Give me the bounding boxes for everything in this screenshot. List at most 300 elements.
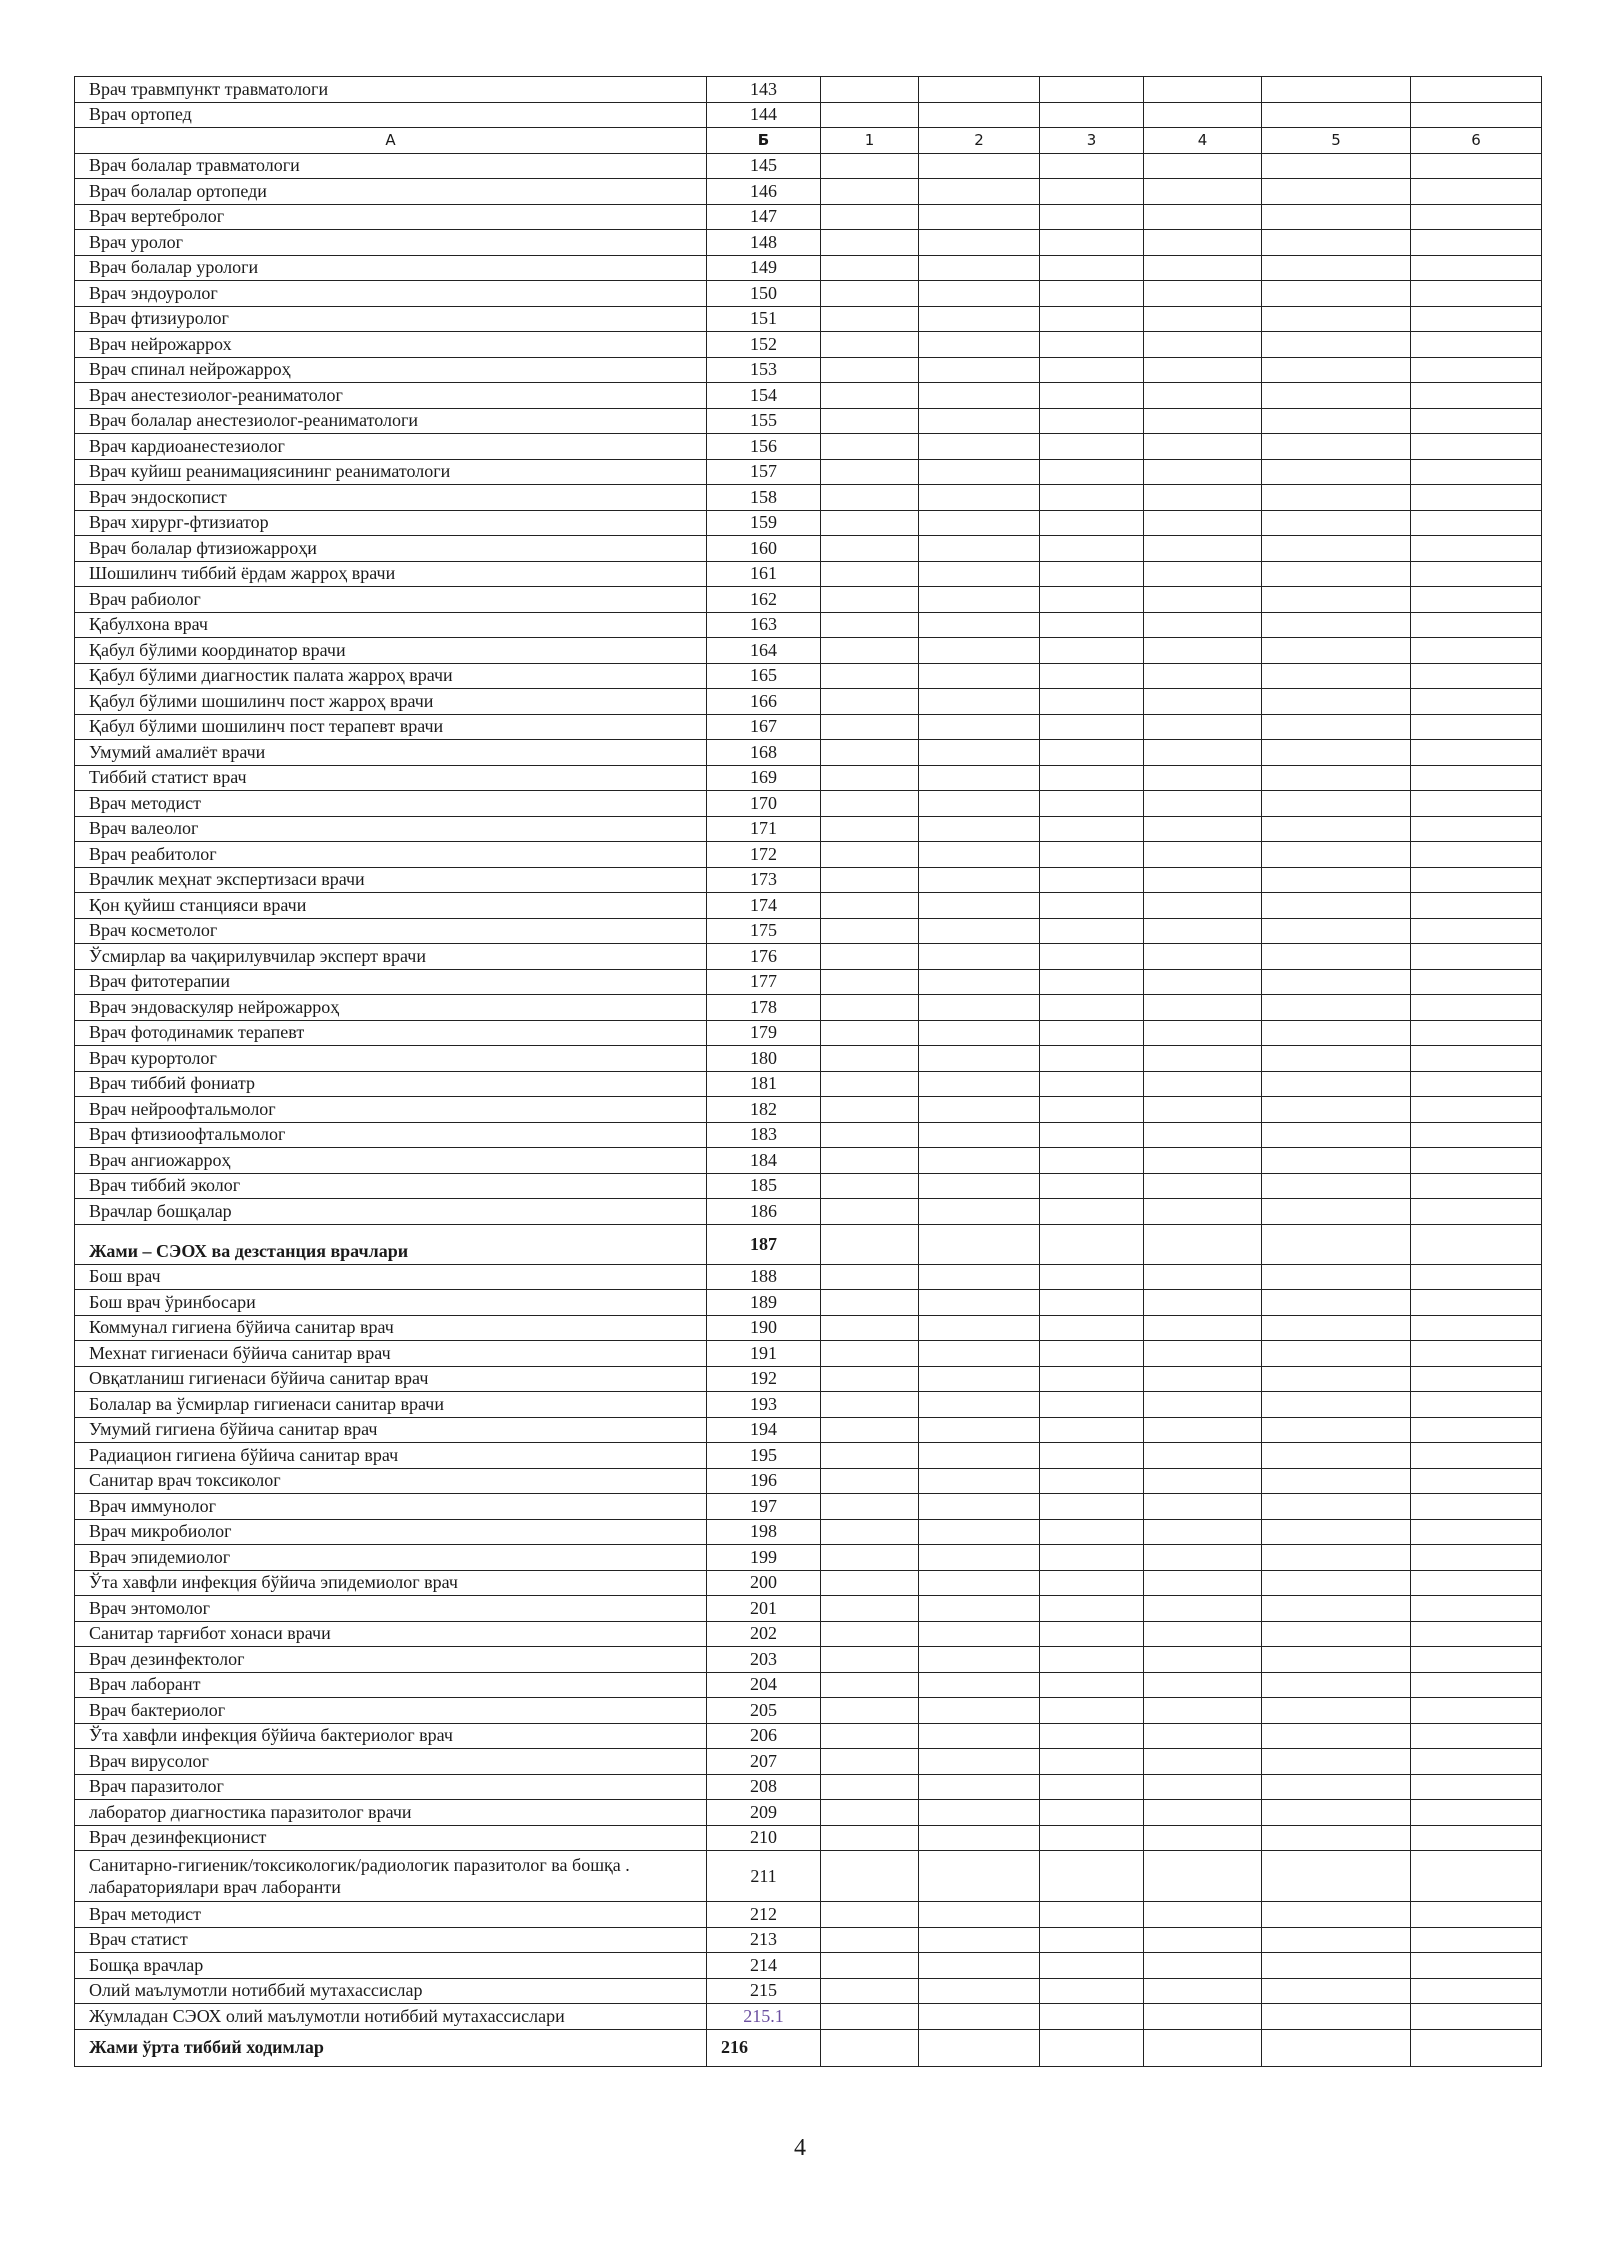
value-cell[interactable] [821, 995, 919, 1021]
value-cell[interactable] [1262, 1953, 1411, 1979]
value-cell[interactable] [1144, 1749, 1262, 1775]
value-cell[interactable] [1262, 332, 1411, 358]
value-cell[interactable] [919, 969, 1040, 995]
value-cell[interactable] [1411, 1341, 1542, 1367]
value-cell[interactable] [919, 638, 1040, 664]
value-cell[interactable] [919, 1545, 1040, 1571]
value-cell[interactable] [919, 1020, 1040, 1046]
value-cell[interactable] [1262, 179, 1411, 205]
value-cell[interactable] [1144, 383, 1262, 409]
value-cell[interactable] [821, 1392, 919, 1418]
value-cell[interactable] [1040, 1978, 1144, 2004]
value-cell[interactable] [1144, 918, 1262, 944]
value-cell[interactable] [1144, 1698, 1262, 1724]
value-cell[interactable] [919, 791, 1040, 817]
value-cell[interactable] [919, 561, 1040, 587]
value-cell[interactable] [821, 408, 919, 434]
value-cell[interactable] [1411, 230, 1542, 256]
value-cell[interactable] [821, 102, 919, 128]
value-cell[interactable] [1411, 1264, 1542, 1290]
value-cell[interactable] [919, 1173, 1040, 1199]
value-cell[interactable] [821, 1927, 919, 1953]
value-cell[interactable] [1411, 1020, 1542, 1046]
value-cell[interactable] [1144, 153, 1262, 179]
value-cell[interactable] [821, 1570, 919, 1596]
value-cell[interactable] [821, 1046, 919, 1072]
value-cell[interactable] [821, 230, 919, 256]
value-cell[interactable] [1411, 689, 1542, 715]
value-cell[interactable] [1144, 408, 1262, 434]
value-cell[interactable] [1144, 102, 1262, 128]
value-cell[interactable] [1144, 1494, 1262, 1520]
value-cell[interactable] [1411, 1392, 1542, 1418]
value-cell[interactable] [1040, 740, 1144, 766]
value-cell[interactable] [919, 1698, 1040, 1724]
value-cell[interactable] [821, 561, 919, 587]
value-cell[interactable] [1262, 1020, 1411, 1046]
value-cell[interactable] [1040, 1596, 1144, 1622]
value-cell[interactable] [821, 306, 919, 332]
value-cell[interactable] [919, 816, 1040, 842]
value-cell[interactable] [1040, 1519, 1144, 1545]
value-cell[interactable] [1262, 1570, 1411, 1596]
value-cell[interactable] [1411, 638, 1542, 664]
value-cell[interactable] [1144, 179, 1262, 205]
value-cell[interactable] [919, 1494, 1040, 1520]
value-cell[interactable] [1411, 740, 1542, 766]
value-cell[interactable] [1144, 714, 1262, 740]
value-cell[interactable] [1144, 1953, 1262, 1979]
value-cell[interactable] [1411, 1851, 1542, 1902]
value-cell[interactable] [1144, 1122, 1262, 1148]
value-cell[interactable] [1262, 1672, 1411, 1698]
value-cell[interactable] [821, 1851, 919, 1902]
value-cell[interactable] [919, 408, 1040, 434]
value-cell[interactable] [1040, 638, 1144, 664]
value-cell[interactable] [1040, 1417, 1144, 1443]
value-cell[interactable] [1144, 1148, 1262, 1174]
value-cell[interactable] [1262, 383, 1411, 409]
value-cell[interactable] [1262, 1800, 1411, 1826]
value-cell[interactable] [1262, 1046, 1411, 1072]
value-cell[interactable] [1411, 1468, 1542, 1494]
value-cell[interactable] [1411, 1621, 1542, 1647]
value-cell[interactable] [1411, 765, 1542, 791]
value-cell[interactable] [1262, 995, 1411, 1021]
value-cell[interactable] [1411, 459, 1542, 485]
value-cell[interactable] [1144, 1800, 1262, 1826]
value-cell[interactable] [1040, 1672, 1144, 1698]
value-cell[interactable] [1144, 995, 1262, 1021]
value-cell[interactable] [1040, 867, 1144, 893]
value-cell[interactable] [1262, 485, 1411, 511]
value-cell[interactable] [1262, 510, 1411, 536]
value-cell[interactable] [1262, 1927, 1411, 1953]
value-cell[interactable] [1144, 1199, 1262, 1225]
value-cell[interactable] [821, 587, 919, 613]
value-cell[interactable] [1411, 969, 1542, 995]
value-cell[interactable] [1411, 1519, 1542, 1545]
value-cell[interactable] [821, 1020, 919, 1046]
value-cell[interactable] [1262, 408, 1411, 434]
value-cell[interactable] [1144, 1443, 1262, 1469]
value-cell[interactable] [1144, 1723, 1262, 1749]
value-cell[interactable] [1040, 1902, 1144, 1928]
value-cell[interactable] [1144, 1264, 1262, 1290]
value-cell[interactable] [1411, 255, 1542, 281]
value-cell[interactable] [1144, 944, 1262, 970]
value-cell[interactable] [821, 332, 919, 358]
value-cell[interactable] [821, 255, 919, 281]
value-cell[interactable] [919, 459, 1040, 485]
value-cell[interactable] [1144, 536, 1262, 562]
value-cell[interactable] [919, 357, 1040, 383]
value-cell[interactable] [1144, 765, 1262, 791]
value-cell[interactable] [1144, 1366, 1262, 1392]
value-cell[interactable] [1262, 1723, 1411, 1749]
value-cell[interactable] [1144, 1978, 1262, 2004]
value-cell[interactable] [1040, 1224, 1144, 1264]
value-cell[interactable] [1411, 663, 1542, 689]
value-cell[interactable] [1411, 1978, 1542, 2004]
value-cell[interactable] [1411, 1596, 1542, 1622]
value-cell[interactable] [1040, 1647, 1144, 1673]
value-cell[interactable] [1144, 1097, 1262, 1123]
value-cell[interactable] [1144, 204, 1262, 230]
value-cell[interactable] [1144, 587, 1262, 613]
value-cell[interactable] [1144, 1927, 1262, 1953]
value-cell[interactable] [919, 434, 1040, 460]
value-cell[interactable] [919, 1851, 1040, 1902]
value-cell[interactable] [1040, 1494, 1144, 1520]
value-cell[interactable] [1411, 1927, 1542, 1953]
value-cell[interactable] [821, 1647, 919, 1673]
value-cell[interactable] [1411, 1749, 1542, 1775]
value-cell[interactable] [1144, 689, 1262, 715]
value-cell[interactable] [1040, 791, 1144, 817]
value-cell[interactable] [821, 204, 919, 230]
value-cell[interactable] [1040, 332, 1144, 358]
value-cell[interactable] [1262, 714, 1411, 740]
value-cell[interactable] [919, 1749, 1040, 1775]
value-cell[interactable] [1411, 2029, 1542, 2066]
value-cell[interactable] [821, 663, 919, 689]
value-cell[interactable] [821, 383, 919, 409]
value-cell[interactable] [1040, 179, 1144, 205]
value-cell[interactable] [1262, 204, 1411, 230]
value-cell[interactable] [1262, 2004, 1411, 2030]
value-cell[interactable] [1040, 1122, 1144, 1148]
value-cell[interactable] [919, 230, 1040, 256]
value-cell[interactable] [821, 689, 919, 715]
value-cell[interactable] [1144, 1315, 1262, 1341]
value-cell[interactable] [919, 1290, 1040, 1316]
value-cell[interactable] [919, 714, 1040, 740]
value-cell[interactable] [1040, 918, 1144, 944]
value-cell[interactable] [1262, 561, 1411, 587]
value-cell[interactable] [919, 1672, 1040, 1698]
value-cell[interactable] [1411, 816, 1542, 842]
value-cell[interactable] [1144, 459, 1262, 485]
value-cell[interactable] [821, 1097, 919, 1123]
value-cell[interactable] [1411, 1046, 1542, 1072]
value-cell[interactable] [1144, 969, 1262, 995]
value-cell[interactable] [919, 204, 1040, 230]
value-cell[interactable] [1411, 1698, 1542, 1724]
value-cell[interactable] [1144, 1902, 1262, 1928]
value-cell[interactable] [821, 1800, 919, 1826]
value-cell[interactable] [1040, 255, 1144, 281]
value-cell[interactable] [1040, 944, 1144, 970]
value-cell[interactable] [821, 434, 919, 460]
value-cell[interactable] [821, 1264, 919, 1290]
value-cell[interactable] [1040, 1071, 1144, 1097]
value-cell[interactable] [821, 153, 919, 179]
value-cell[interactable] [1144, 2029, 1262, 2066]
value-cell[interactable] [1040, 893, 1144, 919]
value-cell[interactable] [1262, 102, 1411, 128]
value-cell[interactable] [1040, 816, 1144, 842]
value-cell[interactable] [821, 1122, 919, 1148]
value-cell[interactable] [1040, 1315, 1144, 1341]
value-cell[interactable] [1040, 230, 1144, 256]
value-cell[interactable] [1262, 1596, 1411, 1622]
value-cell[interactable] [1144, 867, 1262, 893]
value-cell[interactable] [919, 1443, 1040, 1469]
value-cell[interactable] [1040, 204, 1144, 230]
value-cell[interactable] [821, 1366, 919, 1392]
value-cell[interactable] [1040, 306, 1144, 332]
value-cell[interactable] [1144, 1672, 1262, 1698]
value-cell[interactable] [1040, 357, 1144, 383]
value-cell[interactable] [1144, 230, 1262, 256]
value-cell[interactable] [1262, 765, 1411, 791]
value-cell[interactable] [1411, 153, 1542, 179]
value-cell[interactable] [1144, 306, 1262, 332]
value-cell[interactable] [1262, 1417, 1411, 1443]
value-cell[interactable] [1262, 612, 1411, 638]
value-cell[interactable] [1411, 332, 1542, 358]
value-cell[interactable] [821, 536, 919, 562]
value-cell[interactable] [1262, 1494, 1411, 1520]
value-cell[interactable] [919, 255, 1040, 281]
value-cell[interactable] [1144, 1224, 1262, 1264]
value-cell[interactable] [1040, 1927, 1144, 1953]
value-cell[interactable] [1144, 842, 1262, 868]
value-cell[interactable] [821, 638, 919, 664]
value-cell[interactable] [821, 1953, 919, 1979]
value-cell[interactable] [919, 612, 1040, 638]
value-cell[interactable] [1262, 357, 1411, 383]
value-cell[interactable] [1262, 1647, 1411, 1673]
value-cell[interactable] [1411, 485, 1542, 511]
value-cell[interactable] [821, 77, 919, 103]
value-cell[interactable] [919, 1774, 1040, 1800]
value-cell[interactable] [919, 153, 1040, 179]
value-cell[interactable] [919, 1596, 1040, 1622]
value-cell[interactable] [1262, 1264, 1411, 1290]
value-cell[interactable] [1040, 536, 1144, 562]
value-cell[interactable] [1262, 1173, 1411, 1199]
value-cell[interactable] [1411, 383, 1542, 409]
value-cell[interactable] [1262, 1315, 1411, 1341]
value-cell[interactable] [1040, 1173, 1144, 1199]
value-cell[interactable] [821, 1224, 919, 1264]
value-cell[interactable] [1040, 1774, 1144, 1800]
value-cell[interactable] [919, 1366, 1040, 1392]
value-cell[interactable] [1262, 918, 1411, 944]
value-cell[interactable] [1262, 1122, 1411, 1148]
value-cell[interactable] [821, 791, 919, 817]
value-cell[interactable] [1144, 510, 1262, 536]
value-cell[interactable] [1411, 1723, 1542, 1749]
value-cell[interactable] [1040, 1290, 1144, 1316]
value-cell[interactable] [1144, 1417, 1262, 1443]
value-cell[interactable] [1144, 1173, 1262, 1199]
value-cell[interactable] [1040, 714, 1144, 740]
value-cell[interactable] [1144, 1392, 1262, 1418]
value-cell[interactable] [1411, 1366, 1542, 1392]
value-cell[interactable] [1411, 1290, 1542, 1316]
value-cell[interactable] [1262, 306, 1411, 332]
value-cell[interactable] [1411, 102, 1542, 128]
value-cell[interactable] [1144, 612, 1262, 638]
value-cell[interactable] [821, 1148, 919, 1174]
value-cell[interactable] [821, 842, 919, 868]
value-cell[interactable] [1262, 1851, 1411, 1902]
value-cell[interactable] [1262, 1341, 1411, 1367]
value-cell[interactable] [1040, 587, 1144, 613]
value-cell[interactable] [1144, 434, 1262, 460]
value-cell[interactable] [1040, 459, 1144, 485]
value-cell[interactable] [1411, 1097, 1542, 1123]
value-cell[interactable] [1262, 1148, 1411, 1174]
value-cell[interactable] [1040, 1392, 1144, 1418]
value-cell[interactable] [1411, 2004, 1542, 2030]
value-cell[interactable] [1262, 2029, 1411, 2066]
value-cell[interactable] [1040, 1468, 1144, 1494]
value-cell[interactable] [919, 1825, 1040, 1851]
value-cell[interactable] [1411, 204, 1542, 230]
value-cell[interactable] [1262, 740, 1411, 766]
value-cell[interactable] [1040, 77, 1144, 103]
value-cell[interactable] [821, 2029, 919, 2066]
value-cell[interactable] [919, 2029, 1040, 2066]
value-cell[interactable] [919, 2004, 1040, 2030]
value-cell[interactable] [1411, 1800, 1542, 1826]
value-cell[interactable] [1411, 1672, 1542, 1698]
value-cell[interactable] [1144, 281, 1262, 307]
value-cell[interactable] [1262, 153, 1411, 179]
value-cell[interactable] [1411, 893, 1542, 919]
value-cell[interactable] [1262, 1825, 1411, 1851]
value-cell[interactable] [919, 740, 1040, 766]
value-cell[interactable] [1262, 1902, 1411, 1928]
value-cell[interactable] [919, 1902, 1040, 1928]
value-cell[interactable] [1144, 1621, 1262, 1647]
value-cell[interactable] [919, 1953, 1040, 1979]
value-cell[interactable] [821, 1723, 919, 1749]
value-cell[interactable] [821, 1071, 919, 1097]
value-cell[interactable] [821, 969, 919, 995]
value-cell[interactable] [919, 918, 1040, 944]
value-cell[interactable] [821, 1749, 919, 1775]
value-cell[interactable] [821, 714, 919, 740]
value-cell[interactable] [919, 689, 1040, 715]
value-cell[interactable] [919, 867, 1040, 893]
value-cell[interactable] [821, 281, 919, 307]
value-cell[interactable] [1411, 714, 1542, 740]
value-cell[interactable] [1040, 663, 1144, 689]
value-cell[interactable] [1144, 816, 1262, 842]
value-cell[interactable] [1411, 944, 1542, 970]
value-cell[interactable] [1262, 230, 1411, 256]
value-cell[interactable] [1144, 740, 1262, 766]
value-cell[interactable] [919, 765, 1040, 791]
value-cell[interactable] [1040, 1148, 1144, 1174]
value-cell[interactable] [1040, 2004, 1144, 2030]
value-cell[interactable] [821, 1417, 919, 1443]
value-cell[interactable] [919, 1392, 1040, 1418]
value-cell[interactable] [1040, 689, 1144, 715]
value-cell[interactable] [1040, 1264, 1144, 1290]
value-cell[interactable] [919, 1097, 1040, 1123]
value-cell[interactable] [1040, 408, 1144, 434]
value-cell[interactable] [1411, 1953, 1542, 1979]
value-cell[interactable] [1144, 1647, 1262, 1673]
value-cell[interactable] [919, 893, 1040, 919]
value-cell[interactable] [1262, 255, 1411, 281]
value-cell[interactable] [1040, 1443, 1144, 1469]
value-cell[interactable] [821, 1902, 919, 1928]
value-cell[interactable] [919, 1927, 1040, 1953]
value-cell[interactable] [821, 357, 919, 383]
value-cell[interactable] [1144, 893, 1262, 919]
value-cell[interactable] [1040, 995, 1144, 1021]
value-cell[interactable] [1040, 1800, 1144, 1826]
value-cell[interactable] [1411, 1494, 1542, 1520]
value-cell[interactable] [919, 1519, 1040, 1545]
value-cell[interactable] [919, 1199, 1040, 1225]
value-cell[interactable] [1411, 587, 1542, 613]
value-cell[interactable] [1040, 485, 1144, 511]
value-cell[interactable] [1144, 663, 1262, 689]
value-cell[interactable] [1040, 1366, 1144, 1392]
value-cell[interactable] [1411, 1071, 1542, 1097]
value-cell[interactable] [1144, 1545, 1262, 1571]
value-cell[interactable] [919, 663, 1040, 689]
value-cell[interactable] [1040, 1570, 1144, 1596]
value-cell[interactable] [821, 1315, 919, 1341]
value-cell[interactable] [1262, 1224, 1411, 1264]
value-cell[interactable] [821, 816, 919, 842]
value-cell[interactable] [821, 1621, 919, 1647]
value-cell[interactable] [1262, 1097, 1411, 1123]
value-cell[interactable] [1144, 1570, 1262, 1596]
value-cell[interactable] [1262, 638, 1411, 664]
value-cell[interactable] [1040, 1046, 1144, 1072]
value-cell[interactable] [1411, 1902, 1542, 1928]
value-cell[interactable] [1144, 1774, 1262, 1800]
value-cell[interactable] [821, 485, 919, 511]
value-cell[interactable] [821, 1468, 919, 1494]
value-cell[interactable] [1411, 791, 1542, 817]
value-cell[interactable] [1144, 1468, 1262, 1494]
value-cell[interactable] [1262, 689, 1411, 715]
value-cell[interactable] [1040, 1698, 1144, 1724]
value-cell[interactable] [1262, 536, 1411, 562]
value-cell[interactable] [821, 2004, 919, 2030]
